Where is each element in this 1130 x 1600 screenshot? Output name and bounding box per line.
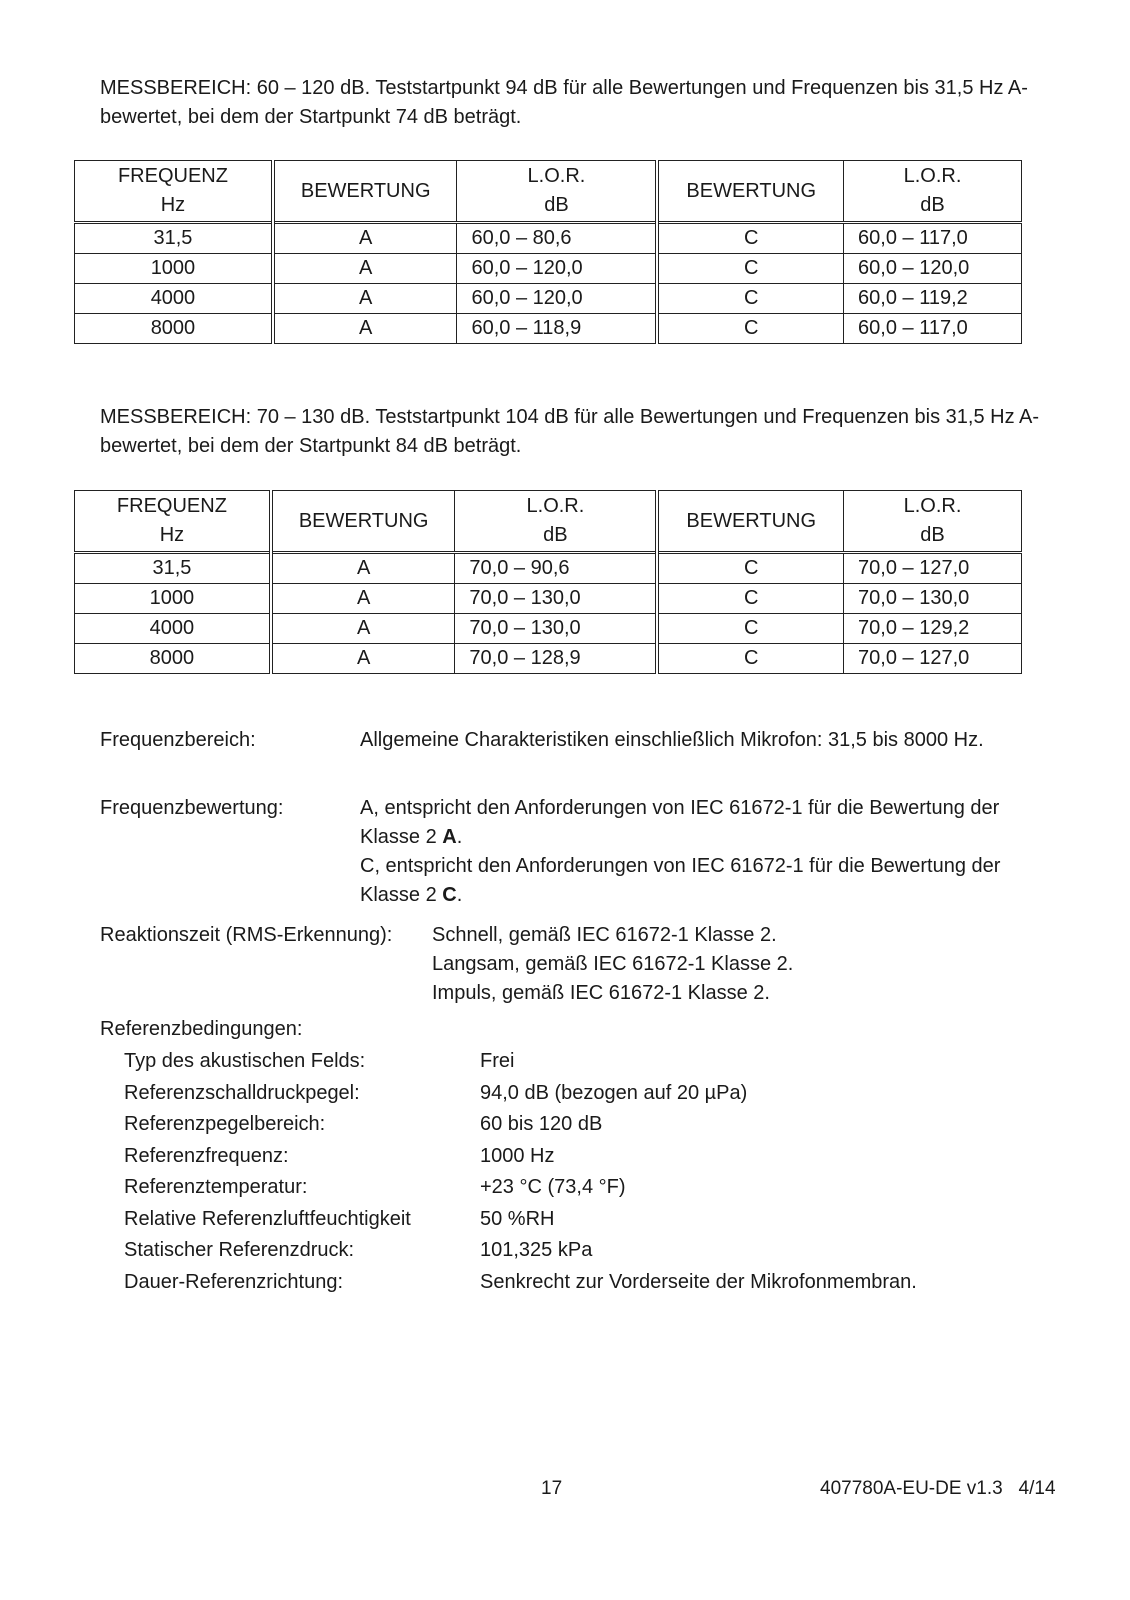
ref-value: +23 °C (73,4 °F) (480, 1176, 626, 1198)
ref-label: Referenztemperatur: (124, 1176, 308, 1198)
cell-weighting-c: C (657, 284, 843, 314)
cell-weighting-a: A (273, 284, 457, 314)
ref-value: Senkrecht zur Vorderseite der Mikrofonmembran. (480, 1271, 917, 1293)
cell-lor-c: 60,0 – 119,2 (844, 284, 1022, 314)
cell-lor-a: 70,0 – 130,0 (455, 614, 657, 644)
header-lor-a: L.O.R. dB (455, 491, 657, 553)
freq-weight-label: Frequenzbewertung: (100, 797, 284, 819)
document-id: 407780A-EU-DE v1.3 4/14 (820, 1478, 1056, 1499)
ref-value: Frei (480, 1050, 515, 1072)
cell-weighting-c: C (657, 644, 843, 674)
cell-weighting-c: C (657, 314, 843, 344)
header-lor-a: L.O.R. dB (457, 161, 657, 223)
cell-frequency: 31,5 (75, 223, 273, 254)
ref-value: 1000 Hz (480, 1145, 555, 1167)
response-label: Reaktionszeit (RMS-Erkennung): (100, 924, 393, 946)
ref-label: Statischer Referenzdruck: (124, 1239, 355, 1261)
cell-weighting-c: C (657, 223, 843, 254)
ref-label: Dauer-Referenzrichtung: (124, 1271, 343, 1293)
cell-weighting-a: A (273, 223, 457, 254)
cell-weighting-a: A (273, 254, 457, 284)
page-number: 17 (541, 1478, 563, 1499)
cell-lor-c: 70,0 – 129,2 (844, 614, 1022, 644)
section1-intro: MESSBEREICH: 60 – 120 dB. Teststartpunkt 94 dB für alle Bewertungen und Frequenzen bis 31,5 Hz A-bewertet, bei dem der Startpunkt 74 dB beträgt. (100, 77, 1028, 128)
cell-frequency: 4000 (75, 614, 271, 644)
cell-lor-a: 70,0 – 130,0 (455, 584, 657, 614)
ref-label: Referenzfrequenz: (124, 1145, 289, 1167)
spec-table-1 (74, 160, 1022, 344)
ref-label: Relative Referenzluftfeuchtigkeit (124, 1208, 411, 1230)
cell-lor-a: 70,0 – 128,9 (455, 644, 657, 674)
freq-weight-c: C, entspricht den Anforderungen von IEC 61672-1 für die Bewertung der Klasse 2 C. (360, 855, 1001, 906)
spec-table-2 (74, 490, 1022, 674)
header-frequency: FREQUENZ Hz (75, 161, 273, 223)
cell-weighting-a: A (273, 314, 457, 344)
cell-weighting-a: A (271, 584, 455, 614)
cell-frequency: 31,5 (75, 553, 271, 584)
header-weighting-a: BEWERTUNG (273, 161, 457, 223)
cell-lor-c: 60,0 – 117,0 (844, 223, 1022, 254)
table-row (75, 314, 1022, 344)
cell-frequency: 4000 (75, 284, 273, 314)
cell-frequency: 1000 (75, 254, 273, 284)
table-header-row (75, 161, 1022, 223)
header-lor-c: L.O.R. dB (844, 491, 1022, 553)
header-frequency: FREQUENZ Hz (75, 491, 271, 553)
response-slow: Langsam, gemäß IEC 61672-1 Klasse 2. (432, 953, 794, 975)
table-row (75, 584, 1022, 614)
cell-lor-a: 60,0 – 120,0 (457, 254, 657, 284)
cell-weighting-c: C (657, 553, 843, 584)
cell-weighting-a: A (271, 553, 455, 584)
table-row (75, 254, 1022, 284)
ref-label: Typ des akustischen Felds: (124, 1050, 366, 1072)
cell-lor-c: 70,0 – 127,0 (844, 553, 1022, 584)
cell-lor-c: 70,0 – 127,0 (844, 644, 1022, 674)
header-weighting-a: BEWERTUNG (271, 491, 455, 553)
table-header-row (75, 491, 1022, 553)
ref-value: 101,325 kPa (480, 1239, 593, 1261)
cell-weighting-c: C (657, 254, 843, 284)
cell-lor-a: 60,0 – 120,0 (457, 284, 657, 314)
table-row (75, 223, 1022, 254)
ref-value: 94,0 dB (bezogen auf 20 µPa) (480, 1082, 748, 1104)
cell-weighting-a: A (271, 614, 455, 644)
freq-range-label: Frequenzbereich: (100, 729, 256, 751)
ref-value: 50 %RH (480, 1208, 555, 1230)
cell-lor-c: 60,0 – 120,0 (844, 254, 1022, 284)
ref-conditions-label: Referenzbedingungen: (100, 1018, 303, 1040)
cell-lor-a: 70,0 – 90,6 (455, 553, 657, 584)
header-weighting-c: BEWERTUNG (657, 491, 843, 553)
table-row (75, 284, 1022, 314)
table-row (75, 553, 1022, 584)
cell-lor-c: 60,0 – 117,0 (844, 314, 1022, 344)
cell-lor-a: 60,0 – 118,9 (457, 314, 657, 344)
cell-frequency: 1000 (75, 584, 271, 614)
cell-frequency: 8000 (75, 314, 273, 344)
cell-frequency: 8000 (75, 644, 271, 674)
section2-intro: MESSBEREICH: 70 – 130 dB. Teststartpunkt 104 dB für alle Bewertungen und Frequenzen bis 31,5 Hz A-bewertet, bei dem der Startpunkt 84 dB beträgt. (100, 406, 1040, 457)
freq-range-value: Allgemeine Charakteristiken einschließlich Mikrofon: 31,5 bis 8000 Hz. (360, 729, 984, 751)
ref-value: 60 bis 120 dB (480, 1113, 603, 1135)
cell-weighting-c: C (657, 614, 843, 644)
response-impulse: Impuls, gemäß IEC 61672-1 Klasse 2. (432, 982, 770, 1004)
header-weighting-c: BEWERTUNG (657, 161, 843, 223)
table-row (75, 644, 1022, 674)
header-lor-c: L.O.R. dB (844, 161, 1022, 223)
cell-weighting-a: A (271, 644, 455, 674)
ref-label: Referenzschalldruckpegel: (124, 1082, 360, 1104)
cell-weighting-c: C (657, 584, 843, 614)
response-fast: Schnell, gemäß IEC 61672-1 Klasse 2. (432, 924, 777, 946)
cell-lor-c: 70,0 – 130,0 (844, 584, 1022, 614)
table-row (75, 614, 1022, 644)
freq-weight-a: A, entspricht den Anforderungen von IEC 61672-1 für die Bewertung der Klasse 2 A. (360, 797, 1000, 848)
ref-label: Referenzpegelbereich: (124, 1113, 326, 1135)
cell-lor-a: 60,0 – 80,6 (457, 223, 657, 254)
